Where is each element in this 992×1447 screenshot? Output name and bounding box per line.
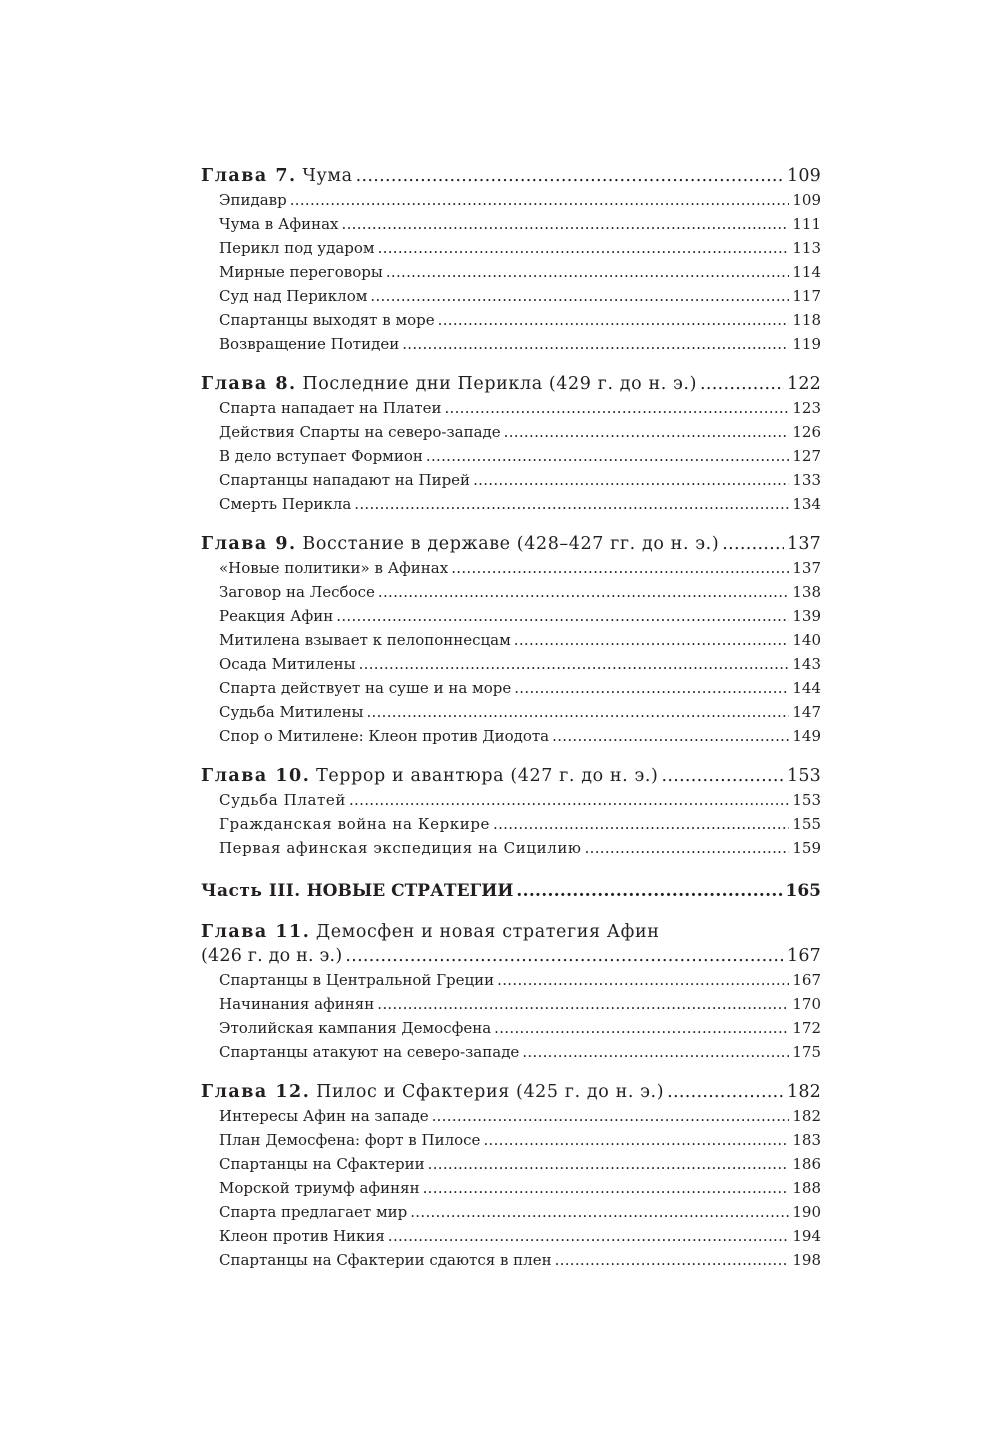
entry-title: Мирные переговоры — [219, 263, 383, 281]
table-of-contents — [201, 164, 821, 1288]
page-number: 159 — [792, 839, 821, 857]
page-number: 113 — [792, 239, 821, 257]
page-number: 123 — [792, 399, 821, 417]
page-number: 183 — [792, 1131, 821, 1149]
entry-title: Спартанцы атакуют на северо-западе — [219, 1043, 520, 1061]
dot-leader — [290, 188, 790, 212]
page-number: 182 — [792, 1107, 821, 1125]
page-number: 134 — [792, 495, 821, 513]
dot-leader — [473, 468, 789, 492]
chapter-prefix: Глава 9. — [201, 534, 297, 554]
toc-chapter-7[interactable] — [201, 164, 821, 188]
page-number: 167 — [786, 946, 821, 966]
toc-entry[interactable] — [201, 812, 821, 836]
dot-leader — [426, 444, 789, 468]
entry-title: «Новые политики» в Афинах — [219, 559, 449, 577]
entry-title: Спартанцы выходят в море — [219, 311, 435, 329]
dot-leader — [504, 420, 790, 444]
page-number: 137 — [786, 534, 821, 554]
toc-entry[interactable] — [201, 724, 821, 748]
dot-leader — [386, 260, 790, 284]
toc-entry[interactable] — [201, 604, 821, 628]
page-number: 165 — [785, 881, 821, 901]
dot-leader — [514, 628, 790, 652]
chapter-prefix: Глава 10. — [201, 766, 311, 786]
page-number: 155 — [792, 815, 821, 833]
dot-leader — [366, 700, 789, 724]
dot-leader — [552, 724, 789, 748]
chapter-10-section — [201, 764, 821, 860]
entry-title: Начинания афинян — [219, 995, 375, 1013]
dot-leader — [378, 236, 790, 260]
toc-entry[interactable] — [201, 332, 821, 356]
page-number: 182 — [786, 1082, 821, 1102]
dot-leader — [354, 492, 789, 516]
page-number: 172 — [792, 1019, 821, 1037]
page-number: 186 — [792, 1155, 821, 1173]
entry-title: В дело вступает Формион — [219, 447, 423, 465]
chapter-title: Демосфен и новая стратегия Афин — [315, 922, 660, 942]
toc-entry[interactable] — [201, 968, 821, 992]
dot-leader — [349, 788, 789, 812]
dot-leader — [377, 992, 789, 1016]
page-number: 175 — [792, 1043, 821, 1061]
dot-leader — [722, 532, 784, 556]
dot-leader — [342, 212, 790, 236]
toc-entry[interactable] — [201, 836, 821, 860]
page-number: 153 — [792, 791, 821, 809]
toc-entry[interactable] — [201, 556, 821, 580]
page-number: 139 — [792, 607, 821, 625]
page-number: 117 — [792, 287, 821, 305]
toc-entry[interactable] — [201, 420, 821, 444]
page-number: 153 — [786, 766, 821, 786]
page-number: 170 — [792, 995, 821, 1013]
entry-title: Митилена взывает к пелопоннесцам — [219, 631, 511, 649]
toc-chapter-9[interactable] — [201, 532, 821, 556]
chapter-title-continued: (426 г. до н. э.) — [201, 946, 343, 966]
entry-title: Спартанцы нападают на Пирей — [219, 471, 471, 489]
page-number: 118 — [792, 311, 821, 329]
entry-title: Чума в Афинах — [219, 215, 339, 233]
entry-title: Судьба Митилены — [219, 703, 364, 721]
entry-title: Действия Спарты на северо-западе — [219, 423, 501, 441]
dot-leader — [522, 1040, 789, 1064]
dot-leader — [438, 308, 790, 332]
dot-leader — [345, 944, 784, 968]
entry-title: Судьба Платей — [219, 791, 346, 809]
entry-title: Спарта предлагает мир — [219, 1203, 408, 1221]
toc-entry[interactable] — [201, 188, 821, 212]
entry-title: Морской триумф афинян — [219, 1179, 420, 1197]
entry-title: Спор о Митилене: Клеон против Диодота — [219, 727, 550, 745]
toc-entry[interactable] — [201, 1200, 821, 1224]
chapter-title: Последние дни Перикла (429 г. до н. э.) — [302, 374, 698, 394]
page-number: 140 — [792, 631, 821, 649]
toc-entry[interactable] — [201, 1152, 821, 1176]
entry-title: Суд над Периклом — [219, 287, 368, 305]
dot-leader — [359, 652, 790, 676]
entry-title: Спартанцы на Сфактерии — [219, 1155, 425, 1173]
entry-title: Возвращение Потидеи — [219, 335, 400, 353]
page-number: 133 — [792, 471, 821, 489]
page-number: 188 — [792, 1179, 821, 1197]
toc-entry[interactable] — [201, 1224, 821, 1248]
page-number: 111 — [792, 215, 821, 233]
page-number: 194 — [792, 1227, 821, 1245]
dot-leader — [428, 1152, 790, 1176]
toc-entry[interactable] — [201, 212, 821, 236]
page-number: 147 — [792, 703, 821, 721]
entry-title: Реакция Афин — [219, 607, 334, 625]
dot-leader — [514, 676, 789, 700]
toc-entry[interactable] — [201, 992, 821, 1016]
toc-chapter-11-line2[interactable] — [201, 944, 821, 968]
dot-leader — [451, 556, 789, 580]
dot-leader — [555, 1248, 790, 1272]
chapter-title: Восстание в державе (428–427 гг. до н. э.) — [302, 534, 720, 554]
chapter-title: Чума — [302, 166, 353, 186]
dot-leader — [388, 1224, 789, 1248]
toc-entry[interactable] — [201, 628, 821, 652]
entry-title: Осада Митилены — [219, 655, 356, 673]
entry-title: Смерть Перикла — [219, 495, 352, 513]
dot-leader — [483, 1128, 789, 1152]
toc-entry[interactable] — [201, 396, 821, 420]
page-number: 127 — [792, 447, 821, 465]
page-number: 138 — [792, 583, 821, 601]
toc-entry[interactable] — [201, 788, 821, 812]
dot-leader — [370, 284, 789, 308]
page-number: 122 — [786, 374, 821, 394]
page-number: 114 — [792, 263, 821, 281]
page-number: 109 — [786, 166, 821, 186]
part-prefix: Часть III. — [201, 881, 301, 901]
toc-entry[interactable] — [201, 492, 821, 516]
entry-title: Спарта действует на суше и на море — [219, 679, 512, 697]
toc-chapter-12[interactable] — [201, 1080, 821, 1104]
dot-leader — [516, 876, 782, 906]
dot-leader — [494, 1016, 789, 1040]
toc-entry[interactable] — [201, 1016, 821, 1040]
page-number: 119 — [792, 335, 821, 353]
toc-entry[interactable] — [201, 284, 821, 308]
dot-leader — [497, 968, 789, 992]
dot-leader — [585, 836, 790, 860]
toc-chapter-11-line1[interactable] — [201, 920, 821, 944]
entry-title: Перикл под ударом — [219, 239, 375, 257]
page-number: 190 — [792, 1203, 821, 1221]
toc-entry[interactable] — [201, 236, 821, 260]
entry-title: План Демосфена: форт в Пилосе — [219, 1131, 481, 1149]
entry-title: Спартанцы на Сфактерии сдаются в плен — [219, 1251, 552, 1269]
toc-entry[interactable] — [201, 308, 821, 332]
toc-entry[interactable] — [201, 1248, 821, 1272]
dot-leader — [444, 396, 789, 420]
toc-entry[interactable] — [201, 700, 821, 724]
part-3-section — [201, 876, 821, 906]
page-number: 149 — [792, 727, 821, 745]
page-number: 144 — [792, 679, 821, 697]
toc-entry[interactable] — [201, 468, 821, 492]
dot-leader — [493, 812, 789, 836]
dot-leader — [410, 1200, 789, 1224]
dot-leader — [378, 580, 789, 604]
chapter-prefix: Глава 7. — [201, 166, 297, 186]
dot-leader — [356, 164, 784, 188]
dot-leader — [661, 764, 784, 788]
part-title: НОВЫЕ СТРАТЕГИИ — [306, 881, 514, 901]
toc-entry[interactable] — [201, 1128, 821, 1152]
chapter-prefix: Глава 8. — [201, 374, 297, 394]
toc-chapter-10[interactable] — [201, 764, 821, 788]
page-number: 198 — [792, 1251, 821, 1269]
chapter-8-section — [201, 372, 821, 516]
entry-title: Интересы Афин на западе — [219, 1107, 429, 1125]
toc-entry[interactable] — [201, 676, 821, 700]
entry-title: Клеон против Никия — [219, 1227, 385, 1245]
toc-entry[interactable] — [201, 580, 821, 604]
chapter-title: Пилос и Сфактерия (425 г. до н. э.) — [316, 1082, 665, 1102]
toc-chapter-8[interactable] — [201, 372, 821, 396]
dot-leader — [336, 604, 789, 628]
dot-leader — [432, 1104, 790, 1128]
toc-entry[interactable] — [201, 1104, 821, 1128]
dot-leader — [423, 1176, 790, 1200]
entry-title: Первая афинская экспедиция на Сицилию — [219, 839, 582, 857]
chapter-prefix: Глава 12. — [201, 1082, 311, 1102]
page-number: 167 — [792, 971, 821, 989]
toc-entry[interactable] — [201, 444, 821, 468]
chapter-7-section — [201, 164, 821, 356]
toc-part-3[interactable] — [201, 876, 821, 906]
entry-title: Этолийская кампания Демосфена — [219, 1019, 492, 1037]
chapter-9-section — [201, 532, 821, 748]
toc-entry[interactable] — [201, 652, 821, 676]
dot-leader — [667, 1080, 784, 1104]
chapter-12-section — [201, 1080, 821, 1272]
entry-title: Гражданская война на Керкире — [219, 815, 491, 833]
dot-leader — [700, 372, 784, 396]
chapter-11-section — [201, 920, 821, 1064]
chapter-title: Террор и авантюра (427 г. до н. э.) — [316, 766, 659, 786]
toc-entry[interactable] — [201, 260, 821, 284]
toc-entry[interactable] — [201, 1176, 821, 1200]
entry-title: Эпидавр — [219, 191, 287, 209]
entry-title: Заговор на Лесбосе — [219, 583, 375, 601]
page-number: 137 — [792, 559, 821, 577]
entry-title: Спарта нападает на Платеи — [219, 399, 442, 417]
chapter-prefix: Глава 11. — [201, 922, 311, 942]
toc-entry[interactable] — [201, 1040, 821, 1064]
dot-leader — [402, 332, 789, 356]
page-number: 126 — [792, 423, 821, 441]
page-number: 109 — [792, 191, 821, 209]
page-number: 143 — [792, 655, 821, 673]
entry-title: Спартанцы в Центральной Греции — [219, 971, 495, 989]
